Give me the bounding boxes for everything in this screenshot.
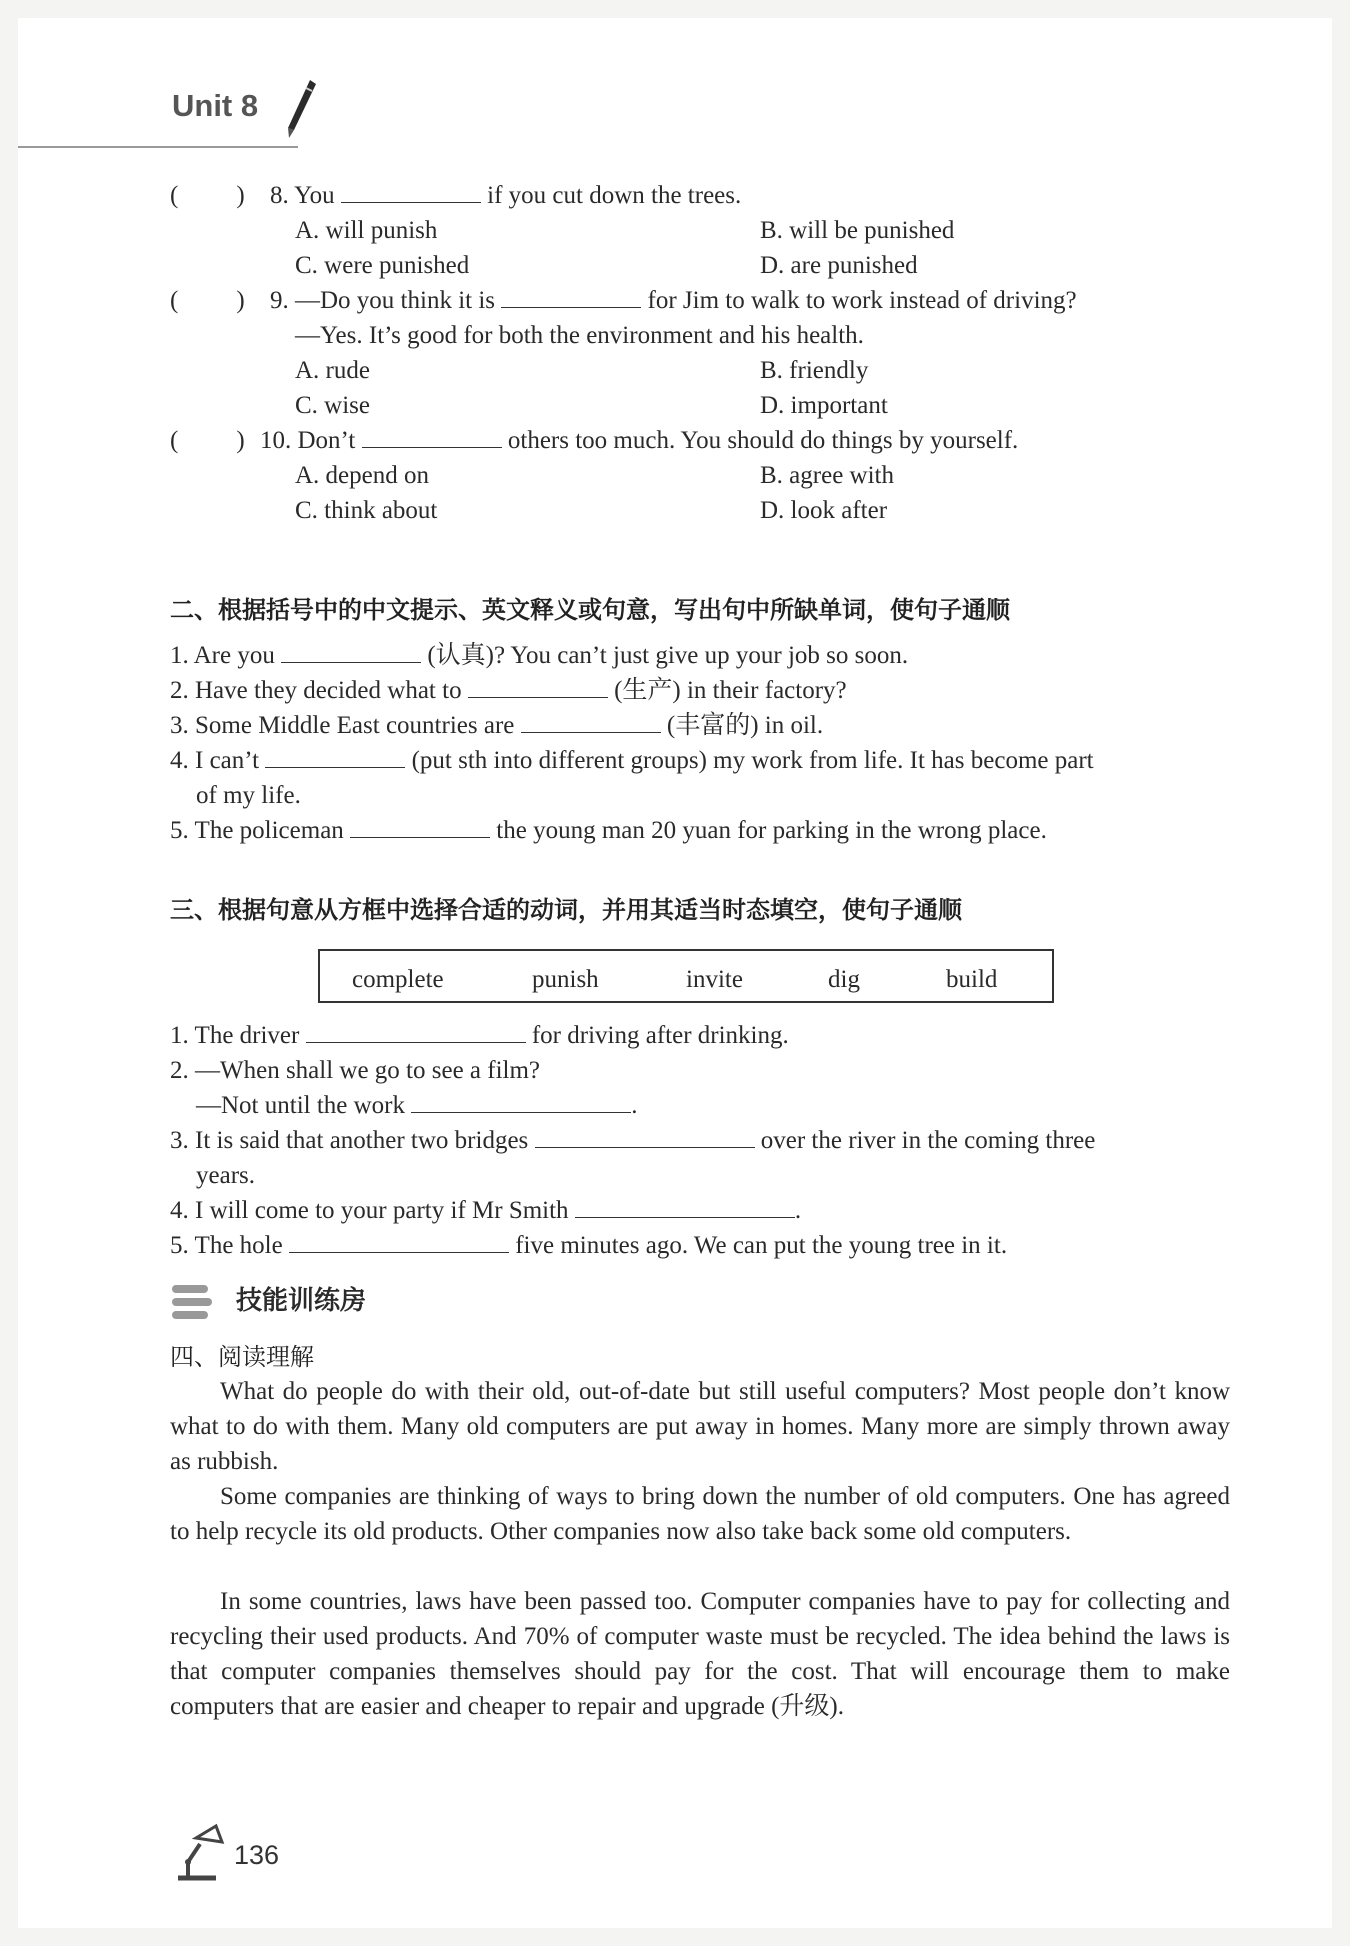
section-3-item: 2. —When shall we go to see a film? [170, 1057, 541, 1084]
reading-paragraph: In some countries, laws have been passed too. Computer companies have to pay for collecting and recycling their used products. And 70% of computer waste must be recycled. The idea behind the laws is that computer companies themselves should pay for the cost. That will encourage them to make computers that are easier and cheaper to repair and upgrade (升级). [170, 1588, 1230, 1720]
option-d[interactable]: D. are punished [760, 252, 918, 279]
skill-section-icon [170, 1282, 214, 1322]
answer-blank[interactable] [350, 815, 490, 838]
word-box-item: invite [686, 966, 743, 993]
answer-blank[interactable] [535, 1125, 755, 1148]
workbook-page [18, 18, 1332, 1928]
question-9-line2: —Yes. It’s good for both the environment and his health. [295, 322, 864, 349]
option-c[interactable]: C. were punished [295, 252, 470, 279]
question-number: 9. [270, 287, 289, 314]
question-number: 10. [260, 427, 292, 454]
page-header [18, 78, 328, 148]
page-number: 136 [234, 1840, 280, 1870]
section-2-heading: 二、根据括号中的中文提示、英文释义或句意，写出句中所缺单词，使句子通顺 [170, 596, 1010, 624]
option-b[interactable]: B. friendly [760, 357, 869, 384]
question-9: ( ) 9. —Do you think it is for Jim to walk to work instead of driving? [170, 283, 1077, 318]
answer-blank[interactable] [341, 180, 481, 203]
section-3-item: 1. The driver for driving after drinking. [170, 1022, 789, 1049]
question-8: ( ) 8. You if you cut down the trees. [170, 178, 741, 213]
section-2-item-continued: of my life. [196, 782, 301, 809]
section-4-heading: 四、阅读理解 [170, 1343, 314, 1371]
answer-blank[interactable] [362, 425, 502, 448]
section-2-item: 4. I can’t (put sth into different groups) my work from life. It has become part [170, 747, 1094, 774]
option-c[interactable]: C. think about [295, 497, 438, 524]
word-box-item: complete [352, 966, 444, 993]
section-3-item: —Not until the work . [196, 1092, 638, 1119]
option-a[interactable]: A. depend on [295, 462, 429, 489]
reading-paragraph: Some companies are thinking of ways to bring down the number of old computers. One has agreed to help recycle its old products. Other companies now also take back some old computers. [170, 1483, 1230, 1545]
answer-blank[interactable] [468, 675, 608, 698]
section-2-item: 5. The policeman the young man 20 yuan for parking in the wrong place. [170, 817, 1047, 844]
option-c[interactable]: C. wise [295, 392, 370, 419]
word-box-item: build [946, 966, 998, 993]
option-b[interactable]: B. will be punished [760, 217, 955, 244]
option-d[interactable]: D. look after [760, 497, 888, 524]
section-3-item: 4. I will come to your party if Mr Smith . [170, 1197, 802, 1224]
question-number: 8. [270, 182, 289, 209]
answer-blank[interactable] [306, 1020, 526, 1043]
word-box-item: dig [828, 966, 860, 993]
reading-paragraph: What do people do with their old, out-of-date but still useful computers? Most people don’t know what to do with them. Many old computers are put away in homes. Many more are simply thrown away as rubbish. [170, 1378, 1230, 1475]
answer-blank[interactable] [265, 745, 405, 768]
option-a[interactable]: A. will punish [295, 217, 438, 244]
section-2-item: 3. Some Middle East countries are (丰富的) in oil. [170, 712, 824, 739]
question-10: ( ) 10. Don’t others too much. You should do things by yourself. [170, 423, 1018, 458]
section-2-item: 1. Are you (认真)? You can’t just give up your job so soon. [170, 642, 909, 669]
answer-paren: ( ) [170, 287, 245, 314]
section-3-item: 3. It is said that another two bridges over the river in the coming three [170, 1127, 1096, 1154]
option-b[interactable]: B. agree with [760, 462, 894, 489]
answer-blank[interactable] [411, 1090, 631, 1113]
answer-blank[interactable] [521, 710, 661, 733]
answer-blank[interactable] [501, 285, 641, 308]
answer-blank[interactable] [575, 1195, 795, 1218]
option-d[interactable]: D. important [760, 392, 888, 419]
pen-icon [280, 78, 320, 140]
section-2-item: 2. Have they decided what to (生产) in their factory? [170, 677, 847, 704]
answer-blank[interactable] [289, 1230, 509, 1253]
section-3-item-continued: years. [196, 1162, 255, 1189]
section-3-item: 5. The hole five minutes ago. We can put the young tree in it. [170, 1232, 1008, 1259]
unit-title: Unit 8 [172, 88, 259, 123]
option-a[interactable]: A. rude [295, 357, 370, 384]
header-rule [18, 146, 298, 148]
answer-paren: ( ) [170, 427, 245, 454]
skill-section-title: 技能训练房 [236, 1286, 367, 1316]
answer-paren: ( ) [170, 182, 245, 209]
desk-lamp-icon [168, 1822, 226, 1882]
word-box-item: punish [532, 966, 599, 993]
word-box [318, 949, 1054, 1003]
section-3-heading: 三、根据句意从方框中选择合适的动词，并用其适当时态填空，使句子通顺 [170, 896, 962, 924]
answer-blank[interactable] [281, 640, 421, 663]
